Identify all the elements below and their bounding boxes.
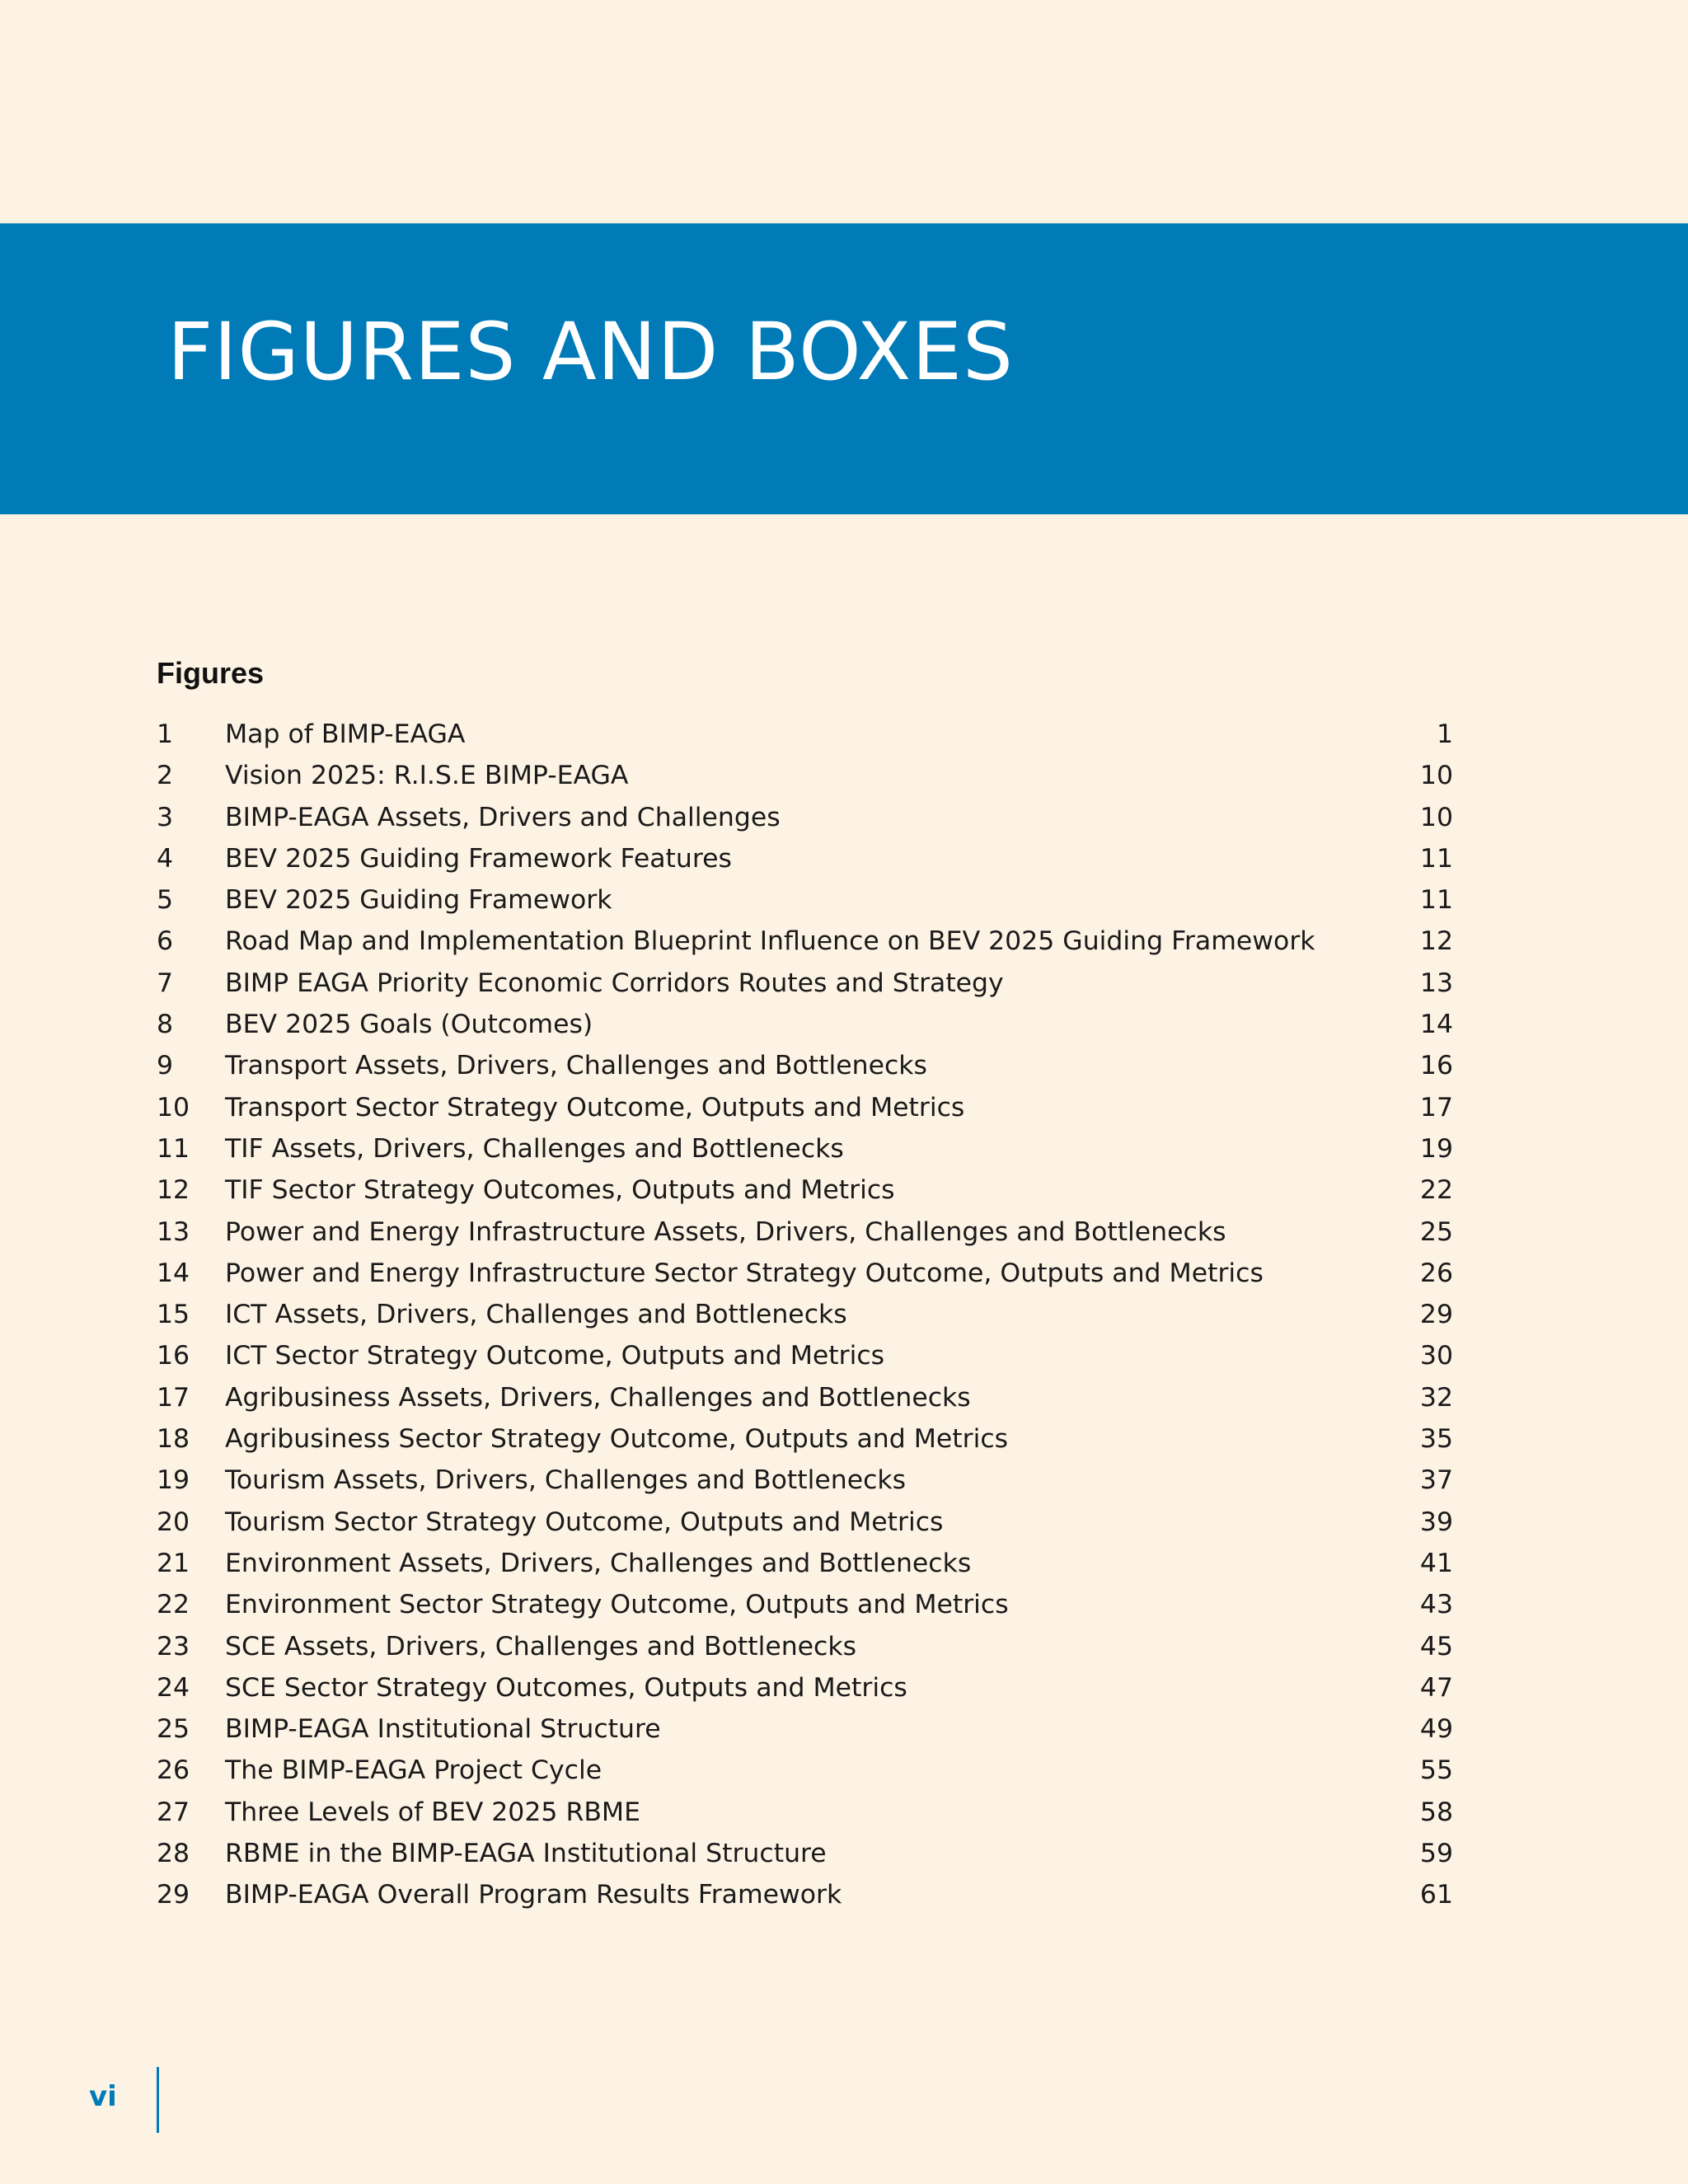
figure-page-number: 37 — [1419, 1465, 1453, 1496]
list-item[interactable] — [157, 1543, 1453, 1584]
figure-title: ICT Assets, Drivers, Challenges and Bottlenecks — [225, 1300, 847, 1330]
list-item[interactable] — [157, 1833, 1453, 1874]
figure-page-number: 13 — [1419, 968, 1453, 998]
figure-page-number: 10 — [1419, 761, 1453, 791]
figure-number: 15 — [157, 1300, 190, 1330]
figure-title: SCE Sector Strategy Outcomes, Outputs and Metrics — [225, 1672, 907, 1703]
figure-page-number: 32 — [1419, 1382, 1453, 1413]
figure-number: 13 — [157, 1216, 190, 1247]
figure-title: Vision 2025: R.I.S.E BIMP-EAGA — [225, 761, 629, 791]
figure-page-number: 41 — [1419, 1548, 1453, 1578]
title-banner — [0, 223, 1688, 514]
figure-title: Environment Sector Strategy Outcome, Outputs and Metrics — [225, 1590, 1009, 1620]
list-item[interactable] — [157, 1294, 1453, 1335]
list-item[interactable] — [157, 1212, 1453, 1253]
figure-number: 7 — [157, 968, 174, 998]
figure-page-number: 16 — [1419, 1051, 1453, 1081]
figure-page-number: 59 — [1419, 1839, 1453, 1869]
figure-number: 29 — [157, 1880, 190, 1910]
figure-page-number: 43 — [1419, 1590, 1453, 1620]
figure-page-number: 30 — [1419, 1341, 1453, 1371]
figure-number: 1 — [157, 719, 174, 749]
page-number-divider — [157, 2067, 159, 2133]
figure-number: 2 — [157, 761, 174, 791]
figure-page-number: 19 — [1419, 1133, 1453, 1164]
figure-number: 20 — [157, 1507, 190, 1537]
list-item[interactable] — [157, 921, 1453, 962]
figure-number: 18 — [157, 1424, 190, 1455]
list-item[interactable] — [157, 1045, 1453, 1086]
figure-title: TIF Assets, Drivers, Challenges and Bottlenecks — [225, 1133, 844, 1164]
figure-number: 4 — [157, 843, 174, 874]
figure-number: 17 — [157, 1382, 190, 1413]
figure-number: 11 — [157, 1133, 190, 1164]
list-item[interactable] — [157, 714, 1453, 755]
figure-page-number: 25 — [1419, 1216, 1453, 1247]
figure-title: Agribusiness Sector Strategy Outcome, Outputs and Metrics — [225, 1424, 1009, 1455]
figure-number: 10 — [157, 1092, 190, 1122]
figure-number: 12 — [157, 1175, 190, 1206]
figure-page-number: 55 — [1419, 1755, 1453, 1786]
figure-page-number: 14 — [1419, 1010, 1453, 1040]
figures-list — [157, 714, 1453, 1916]
list-item[interactable] — [157, 1087, 1453, 1128]
figure-title: TIF Sector Strategy Outcomes, Outputs and Metrics — [225, 1175, 895, 1206]
figure-number: 24 — [157, 1672, 190, 1703]
list-item[interactable] — [157, 1128, 1453, 1169]
figure-number: 23 — [157, 1631, 190, 1661]
figure-title: BEV 2025 Guiding Framework — [225, 885, 612, 916]
figure-title: BIMP-EAGA Assets, Drivers and Challenges — [225, 802, 781, 832]
figure-page-number: 11 — [1419, 843, 1453, 874]
figure-number: 5 — [157, 885, 174, 916]
list-item[interactable] — [157, 1584, 1453, 1625]
figure-title: BEV 2025 Goals (Outcomes) — [225, 1010, 593, 1040]
figures-heading: Figures — [157, 656, 265, 690]
list-item[interactable] — [157, 1004, 1453, 1045]
list-item[interactable] — [157, 1335, 1453, 1376]
figure-page-number: 12 — [1419, 926, 1453, 957]
figure-number: 27 — [157, 1797, 190, 1827]
list-item[interactable] — [157, 1626, 1453, 1667]
figure-page-number: 22 — [1419, 1175, 1453, 1206]
figure-page-number: 29 — [1419, 1300, 1453, 1330]
list-item[interactable] — [157, 797, 1453, 838]
list-item[interactable] — [157, 1377, 1453, 1418]
figure-number: 6 — [157, 926, 174, 957]
list-item[interactable] — [157, 879, 1453, 921]
list-item[interactable] — [157, 1667, 1453, 1708]
figure-page-number: 39 — [1419, 1507, 1453, 1537]
figure-number: 25 — [157, 1714, 190, 1745]
figure-title: Transport Sector Strategy Outcome, Outputs and Metrics — [225, 1092, 965, 1122]
figure-page-number: 47 — [1419, 1672, 1453, 1703]
figure-title: Map of BIMP-EAGA — [225, 719, 466, 749]
figure-number: 8 — [157, 1010, 174, 1040]
figure-page-number: 10 — [1419, 802, 1453, 832]
figure-number: 22 — [157, 1590, 190, 1620]
figure-title: Transport Assets, Drivers, Challenges and Bottlenecks — [225, 1051, 927, 1081]
figure-title: Power and Energy Infrastructure Sector Strategy Outcome, Outputs and Metrics — [225, 1258, 1264, 1288]
list-item[interactable] — [157, 1874, 1453, 1915]
list-item[interactable] — [157, 838, 1453, 879]
figure-title: BIMP-EAGA Institutional Structure — [225, 1714, 661, 1745]
figure-title: BEV 2025 Guiding Framework Features — [225, 843, 732, 874]
list-item[interactable] — [157, 963, 1453, 1004]
figure-title: Road Map and Implementation Blueprint Influence on BEV 2025 Guiding Framework — [225, 926, 1315, 957]
list-item[interactable] — [157, 1418, 1453, 1460]
figure-page-number: 11 — [1419, 885, 1453, 916]
list-item[interactable] — [157, 755, 1453, 796]
figure-page-number: 35 — [1419, 1424, 1453, 1455]
list-item[interactable] — [157, 1502, 1453, 1543]
figure-page-number: 58 — [1419, 1797, 1453, 1827]
figure-number: 26 — [157, 1755, 190, 1786]
figure-page-number: 17 — [1419, 1092, 1453, 1122]
list-item[interactable] — [157, 1460, 1453, 1501]
figure-title: ICT Sector Strategy Outcome, Outputs and Metrics — [225, 1341, 885, 1371]
figure-page-number: 26 — [1419, 1258, 1453, 1288]
list-item[interactable] — [157, 1253, 1453, 1294]
figure-page-number: 1 — [1436, 719, 1453, 749]
list-item[interactable] — [157, 1708, 1453, 1750]
figure-title: BIMP EAGA Priority Economic Corridors Routes and Strategy — [225, 968, 1004, 998]
figure-number: 28 — [157, 1839, 190, 1869]
list-item[interactable] — [157, 1169, 1453, 1211]
figure-title: Environment Assets, Drivers, Challenges and Bottlenecks — [225, 1548, 972, 1578]
page-number: vi — [89, 2080, 117, 2113]
figure-number: 19 — [157, 1465, 190, 1496]
figure-title: The BIMP-EAGA Project Cycle — [225, 1755, 603, 1786]
figure-title: Tourism Assets, Drivers, Challenges and Bottlenecks — [225, 1465, 907, 1496]
figure-number: 14 — [157, 1258, 190, 1288]
figure-title: Agribusiness Assets, Drivers, Challenges and Bottlenecks — [225, 1382, 971, 1413]
figure-page-number: 61 — [1419, 1880, 1453, 1910]
figure-page-number: 49 — [1419, 1714, 1453, 1745]
figure-page-number: 45 — [1419, 1631, 1453, 1661]
figure-number: 3 — [157, 802, 174, 832]
list-item[interactable] — [157, 1750, 1453, 1791]
figure-title: BIMP-EAGA Overall Program Results Framework — [225, 1880, 842, 1910]
figure-number: 16 — [157, 1341, 190, 1371]
figure-title: Three Levels of BEV 2025 RBME — [225, 1797, 641, 1827]
list-item[interactable] — [157, 1792, 1453, 1833]
page-title: FIGURES AND BOXES — [167, 306, 1014, 398]
figure-number: 21 — [157, 1548, 190, 1578]
figure-title: SCE Assets, Drivers, Challenges and Bottlenecks — [225, 1631, 857, 1661]
figure-title: Tourism Sector Strategy Outcome, Outputs and Metrics — [225, 1507, 944, 1537]
figure-title: RBME in the BIMP-EAGA Institutional Structure — [225, 1839, 827, 1869]
figure-number: 9 — [157, 1051, 174, 1081]
figure-title: Power and Energy Infrastructure Assets, Drivers, Challenges and Bottlenecks — [225, 1216, 1226, 1247]
